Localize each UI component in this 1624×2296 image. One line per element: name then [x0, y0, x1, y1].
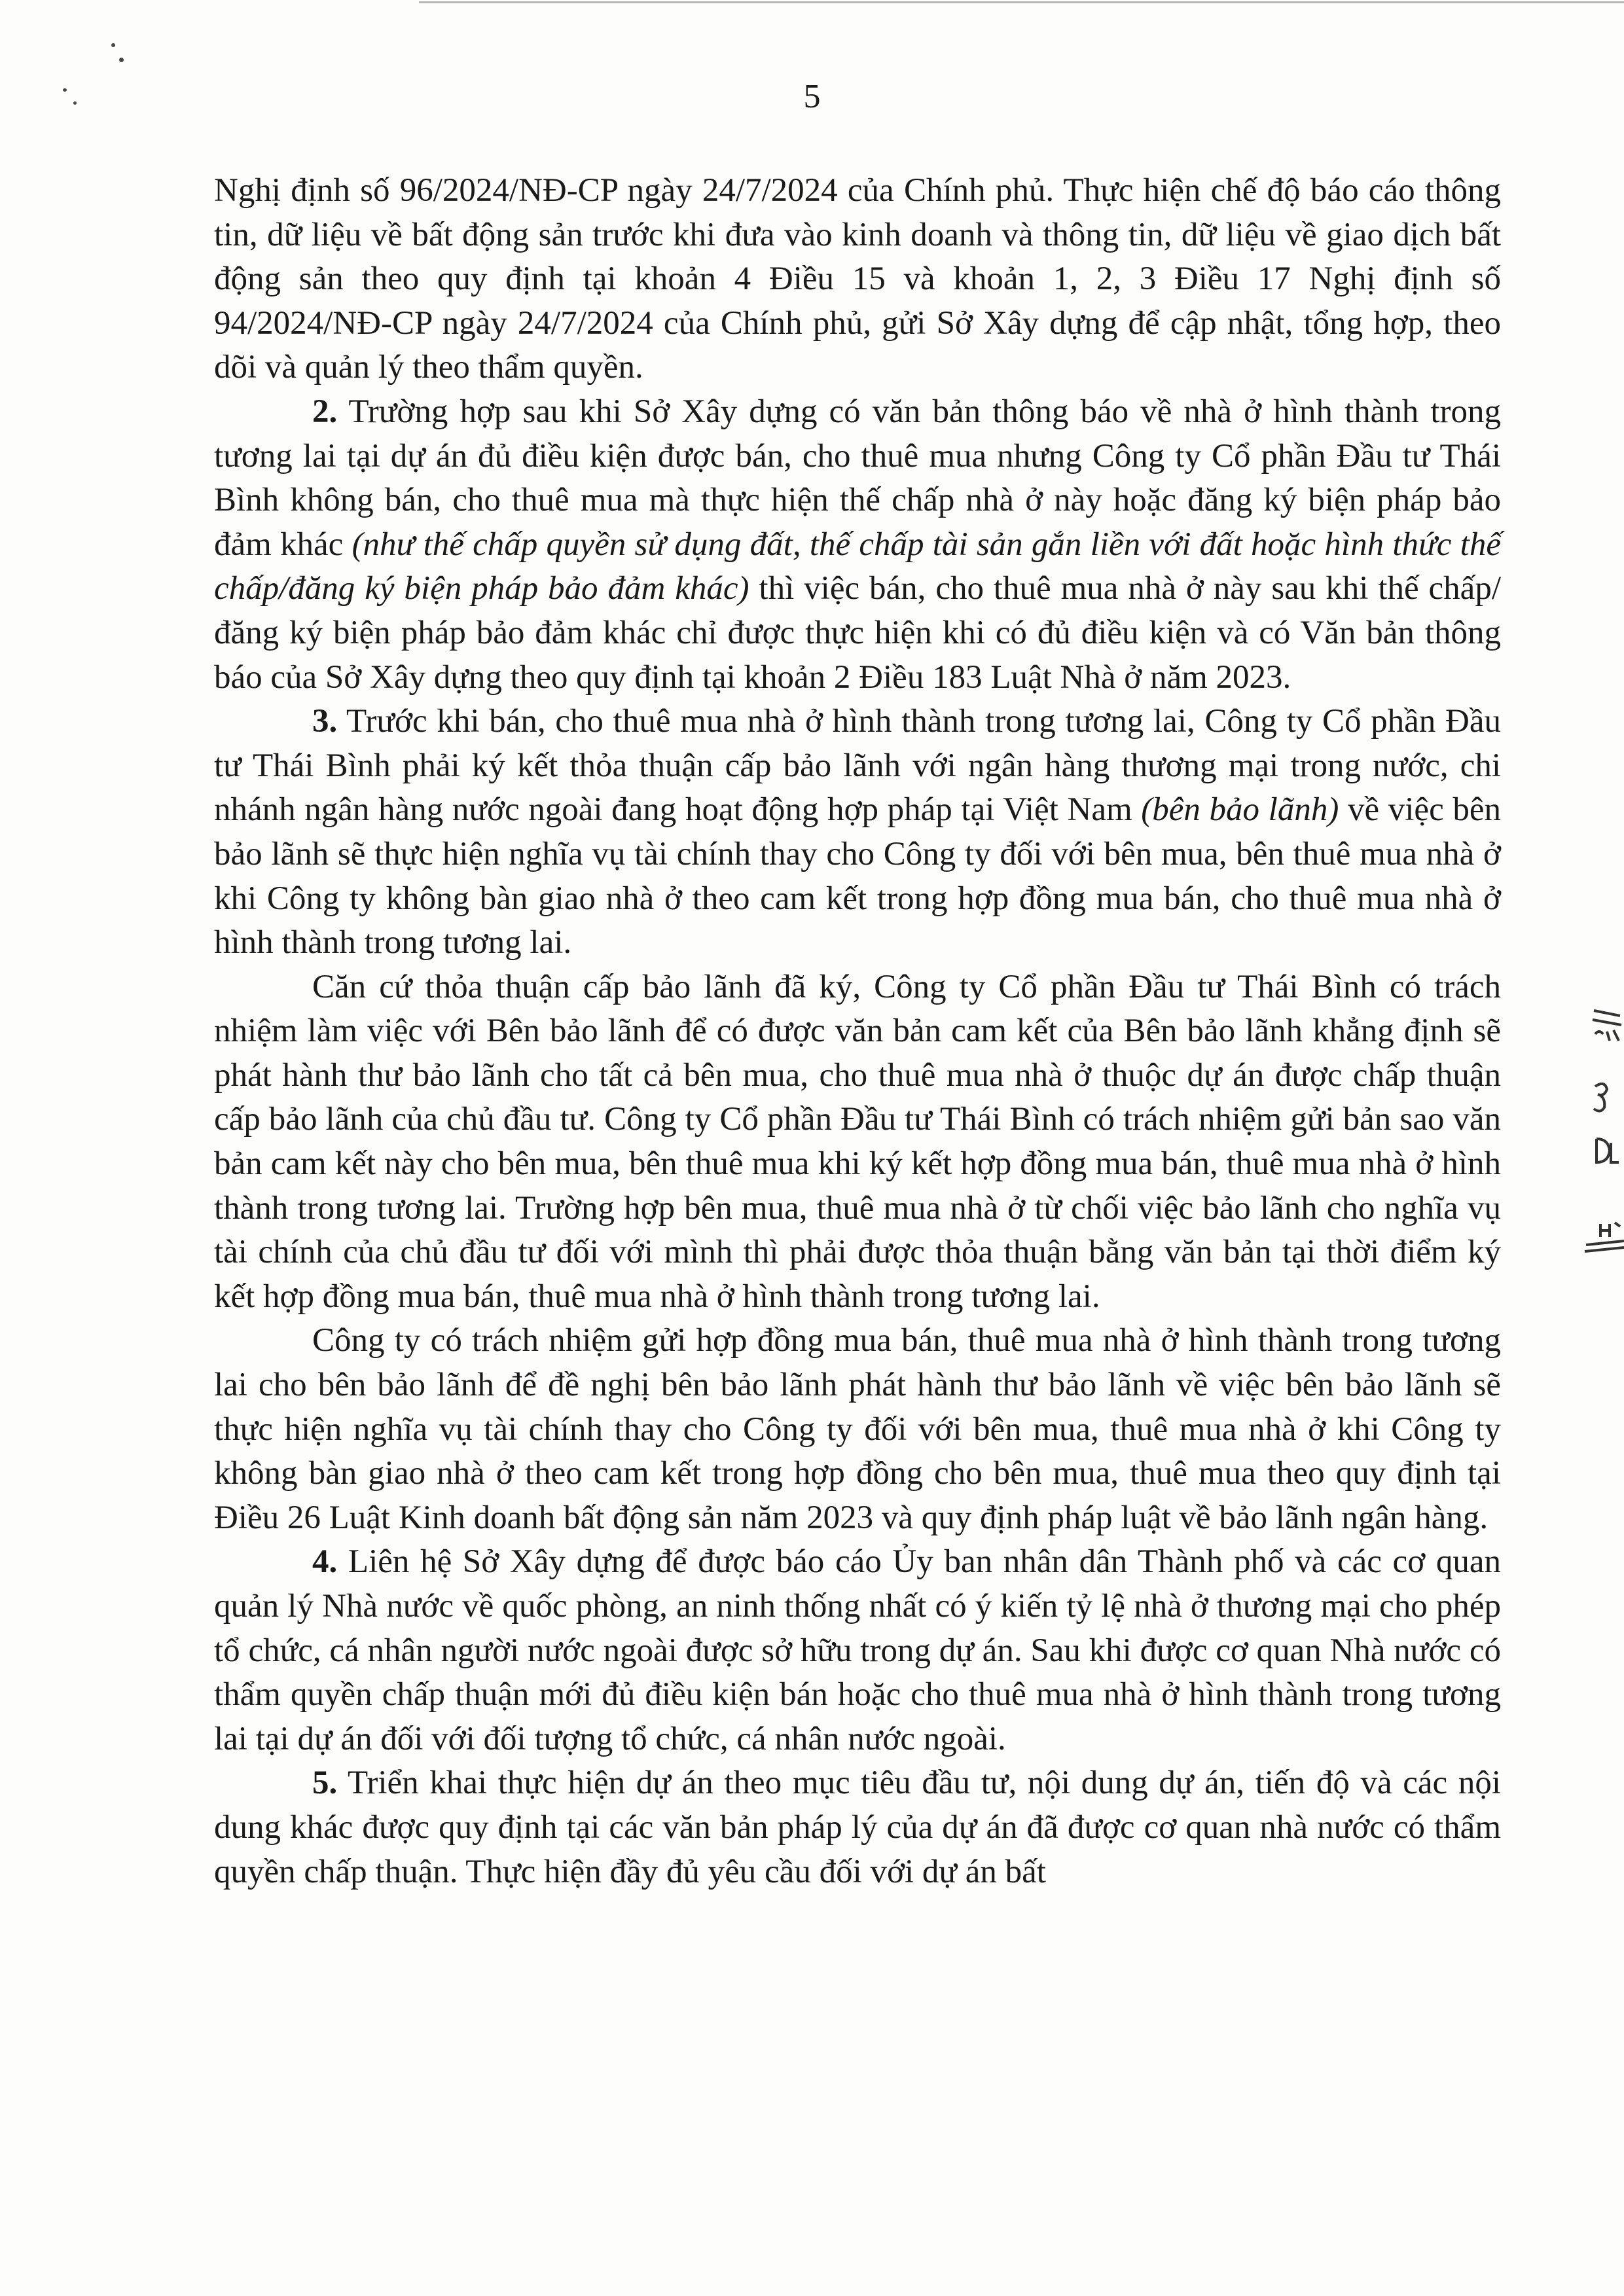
italic-text: (bên bảo lãnh) — [1141, 791, 1339, 829]
paragraph-text: Triển khai thực hiện dự án theo mục tiêu đầu tư, nội dung dự án, tiến độ và các nội dung khác được quy định tại các văn bản pháp lý của dự án đã được cơ quan nhà nước có thẩm quyền chấp thuận. Thực hiện đầy đủ yêu cầu đối với dự án bất — [214, 1765, 1501, 1890]
paragraph-p4 — [214, 1319, 1501, 1540]
paragraph-p0 — [214, 169, 1501, 390]
document-body — [214, 169, 1501, 1894]
paragraph-text: Nghị định số 96/2024/NĐ-CP ngày 24/7/2024 của Chính phủ. Thực hiện chế độ báo cáo thông tin, dữ liệu về bất động sản trước khi đưa vào kinh doanh và thông tin, dữ liệu về giao dịch bất động sản theo quy định tại khoản 4 Điều 15 và khoản 1, 2, 3 Điều 17 Nghị định số 94/2024/NĐ-CP ngày 24/7/2024 của Chính phủ, gửi Sở Xây dựng để cập nhật, tổng hợp, theo dõi và quản lý theo thẩm quyền. — [214, 172, 1501, 386]
paragraph-text: Trước khi bán, cho thuê mua nhà ở hình thành trong tương lai, Công ty Cổ phần Đầu tư Thái Bình phải ký kết thỏa thuận cấp bảo lãnh với ngân hàng thương mại trong nước, chi nhánh ngân hàng nước ngoài đang hoạt động hợp pháp tại Việt Nam — [214, 703, 1501, 829]
paragraph-p3 — [214, 965, 1501, 1319]
paragraph-text: thì việc bán, cho thuê mua nhà ở này sau khi thế chấp/đăng ký biện pháp bảo đảm khác chỉ được thực hiện khi có đủ điều kiện và có Văn bản thông báo của Sở Xây dựng theo quy định tại khoản 2 Điều 183 Luật Nhà ở năm 2023. — [214, 570, 1501, 696]
section-number: 3. — [312, 703, 338, 740]
section-number: 2. — [312, 393, 338, 430]
scan-top-edge — [419, 1, 1624, 3]
paragraph-text: Liên hệ Sở Xây dựng để được báo cáo Ủy ban nhân dân Thành phố và các cơ quan quản lý Nhà nước về quốc phòng, an ninh thống nhất có ý kiến tỷ lệ nhà ở thương mại cho phép tổ chức, cá nhân người nước ngoài được sở hữu trong dự án. Sau khi được cơ quan Nhà nước có thẩm quyền chấp thuận mới đủ điều kiện bán hoặc cho thuê mua nhà ở hình thành trong tương lai tại dự án đối với đối tượng tổ chức, cá nhân nước ngoài. — [214, 1543, 1501, 1757]
seal-stamp-fragment — [1581, 1008, 1624, 1283]
paragraph-text: Trường hợp sau khi Sở Xây dựng có văn bản thông báo về nhà ở hình thành trong tương lai tại dự án đủ điều kiện được bán, cho thuê mua nhưng Công ty Cổ phần Đầu tư Thái Bình không bán, cho thuê mua mà thực hiện thế chấp nhà ở này hoặc đăng ký biện pháp bảo đảm khác — [214, 393, 1501, 563]
scan-speck — [119, 58, 124, 62]
paragraph-p2 — [214, 700, 1501, 965]
italic-text: (như thế chấp quyền sử dụng đất, thế chấp tài sản gắn liền với đất hoặc hình thức thế chấp/đăng ký biện pháp bảo đảm khác) — [214, 526, 1501, 607]
scan-speck — [111, 43, 115, 47]
paragraph-text: về việc bên bảo lãnh sẽ thực hiện nghĩa vụ tài chính thay cho Công ty đối với bên mua, bên thuê mua nhà ở khi Công ty không bàn giao nhà ở theo cam kết trong hợp đồng mua bán, cho thuê mua nhà ở hình thành trong tương lai. — [214, 791, 1501, 961]
section-number: 4. — [312, 1543, 338, 1581]
paragraph-text: Căn cứ thỏa thuận cấp bảo lãnh đã ký, Công ty Cổ phần Đầu tư Thái Bình có trách nhiệm làm việc với Bên bảo lãnh để có được văn bản cam kết của Bên bảo lãnh khẳng định sẽ phát hành thư bảo lãnh cho tất cả bên mua, cho thuê mua nhà ở thuộc dự án được chấp thuận cấp bảo lãnh của chủ đầu tư. Công ty Cổ phần Đầu tư Thái Bình có trách nhiệm gửi bản sao văn bản cam kết này cho bên mua, bên thuê mua khi ký kết hợp đồng mua bán, thuê mua nhà ở hình thành trong tương lai. Trường hợp bên mua, thuê mua nhà ở từ chối việc bảo lãnh cho nghĩa vụ tài chính của chủ đầu tư đối với mình thì phải được thỏa thuận bằng văn bản tại thời điểm ký kết hợp đồng mua bán, thuê mua nhà ở hình thành trong tương lai. — [214, 968, 1501, 1315]
paragraph-p5 — [214, 1540, 1501, 1761]
page-number: 5 — [803, 78, 821, 115]
paragraph-text: Công ty có trách nhiệm gửi hợp đồng mua bán, thuê mua nhà ở hình thành trong tương lai cho bên bảo lãnh để đề nghị bên bảo lãnh phát hành thư bảo lãnh về việc bên bảo lãnh sẽ thực hiện nghĩa vụ tài chính thay cho Công ty đối với bên mua, thuê mua nhà ở khi Công ty không bàn giao nhà ở theo cam kết trong hợp đồng cho bên mua, thuê mua theo quy định tại Điều 26 Luật Kinh doanh bất động sản năm 2023 và quy định pháp luật về bảo lãnh ngân hàng. — [214, 1322, 1501, 1536]
section-number: 5. — [312, 1765, 338, 1802]
paragraph-p1 — [214, 390, 1501, 700]
paragraph-p6 — [214, 1761, 1501, 1894]
